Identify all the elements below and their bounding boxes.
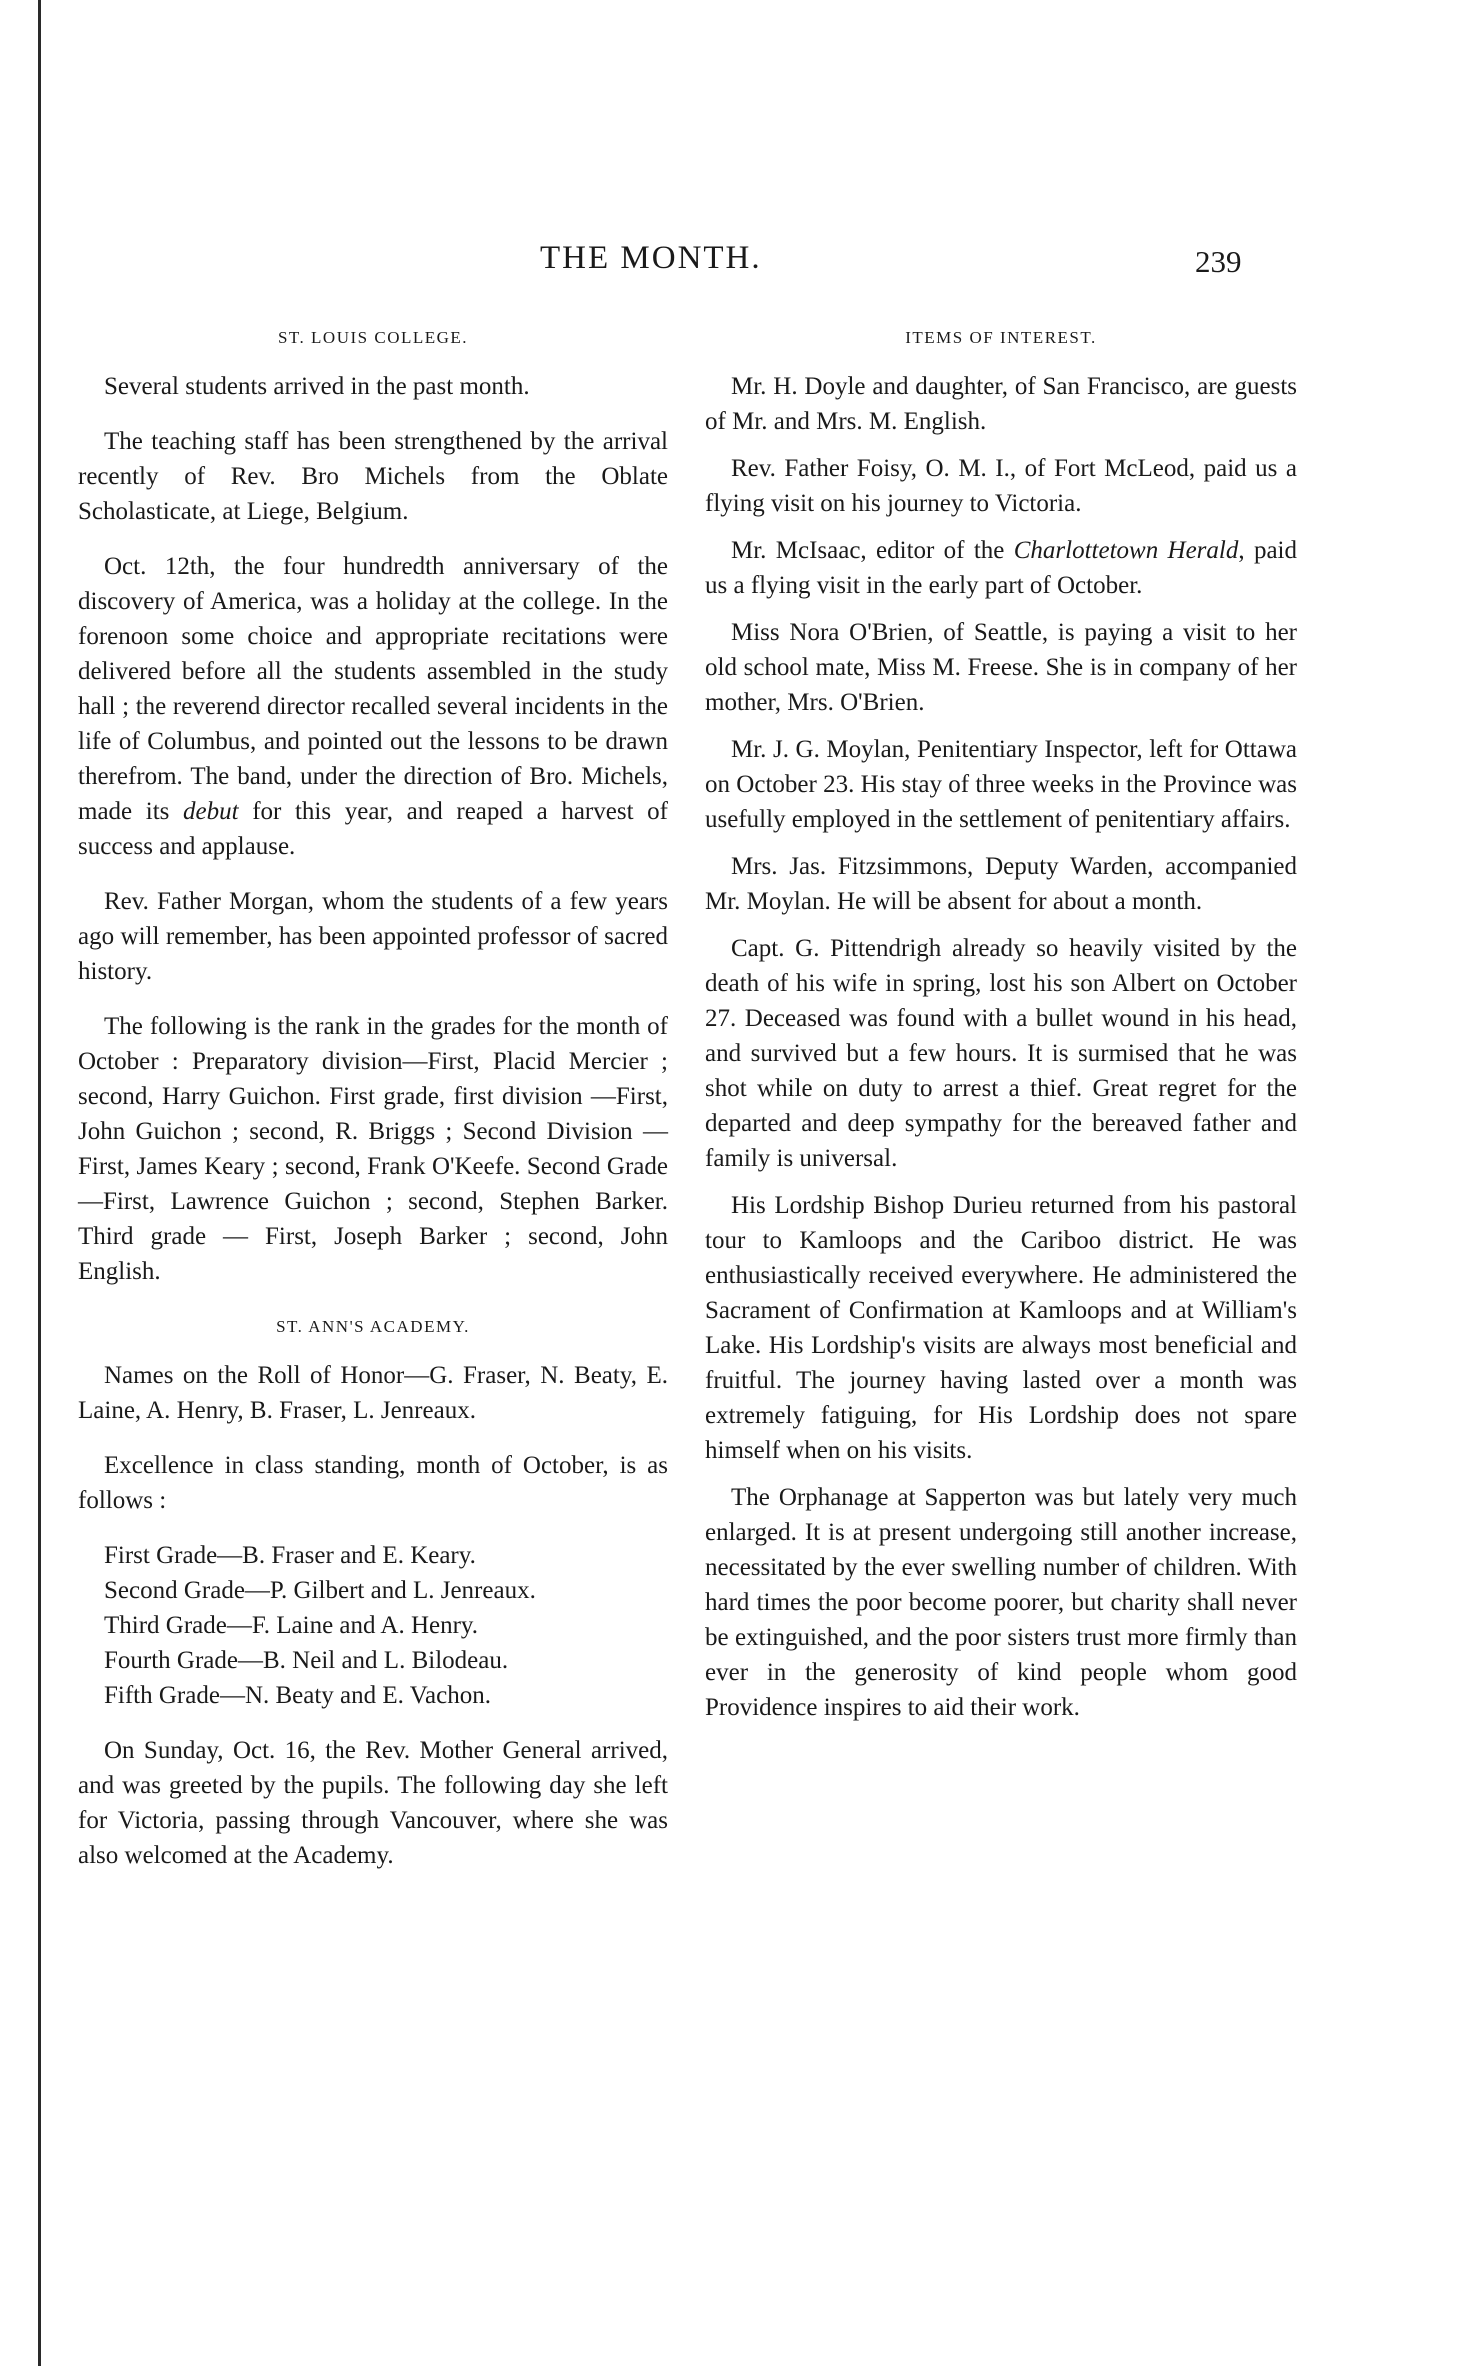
paragraph-columbus-day: [78, 549, 668, 864]
paragraph: On Sunday, Oct. 16, the Rev. Mother General arrived, and was greeted by the pupils. The following day she left for Victoria, passing through Vancouver, where she was also welcomed at the Academy.: [78, 1737, 668, 1869]
text-run: Mr. McIsaac, editor of the: [731, 537, 1014, 564]
right-column: [705, 320, 1297, 1737]
running-head: [0, 240, 1458, 280]
paragraph: Mrs. Jas. Fitzsimmons, Deputy Warden, accompanied Mr. Moylan. He will be absent for about a month.: [705, 853, 1297, 915]
paragraph-mcisaac: [705, 533, 1297, 603]
grade-line: Third Grade—F. Laine and A. Henry.: [104, 1612, 479, 1639]
italic-term: debut: [183, 798, 239, 825]
binding-edge-line: [38, 0, 41, 2366]
paragraph: Mr. J. G. Moylan, Penitentiary Inspector, left for Ottawa on October 23. His stay of three weeks in the Province was usefully employed in the settlement of penitentiary affairs.: [705, 736, 1297, 833]
text-run: , paid us a flying visit in the early part of October.: [705, 537, 1297, 599]
paragraph: Several students arrived in the past month.: [104, 373, 530, 400]
grade-line: Second Grade—P. Gilbert and L. Jenreaux.: [104, 1577, 536, 1604]
italic-title: Charlottetown Herald: [1013, 537, 1239, 564]
section-heading-st-louis: ST. LOUIS COLLEGE.: [277, 328, 469, 347]
paragraph: Rev. Father Foisy, O. M. I., of Fort McLeod, paid us a flying visit on his journey to Victoria.: [705, 455, 1297, 517]
paragraph: Capt. G. Pittendrigh already so heavily visited by the death of his wife in spring, lost his son Albert on October 27. Deceased was found with a bullet wound in his head, and survived but a few hours. It is surmised that he was shot while on duty to arrest a thief. Great regret for the departed and deep sympathy for the bereaved father and family is universal.: [705, 935, 1297, 1172]
text-run: Oct. 12th, the four hundredth anniversary of the discovery of America, was a holiday at the college. In the forenoon some choice and appropriate recitations were delivered before all the students assembled in the study hall ; the reverend director recalled several incidents in the life of Columbus, and pointed out the lessons to be drawn therefrom. The band, under the direction of Bro. Michels, made its: [78, 553, 668, 825]
page-title: THE MONTH.: [540, 240, 762, 276]
text-run: for this year, and reaped a harvest of success and applause.: [78, 798, 668, 860]
paragraph: Rev. Father Morgan, whom the students of a few years ago will remember, has been appointed professor of sacred history.: [78, 888, 668, 985]
paragraph: Miss Nora O'Brien, of Seattle, is paying a visit to her old school mate, Miss M. Freese. She is in company of her mother, Mrs. O'Brien.: [705, 619, 1297, 716]
paragraph: The teaching staff has been strengthened by the arrival recently of Rev. Bro Michels from the Oblate Scholasticate, at Liege, Belgium.: [78, 428, 668, 525]
paragraph-grade-ranks: The following is the rank in the grades for the month of October : Preparatory division—First, Placid Mercier ; second, Harry Guichon. First grade, first division —First, John Guichon ; second, R. Briggs ; Second Division — First, James Keary ; second, Frank O'Keefe. Second Grade—First, Lawrence Guichon ; second, Stephen Barker. Third grade — First, Joseph Barker ; second, John English.: [78, 1013, 668, 1285]
page-number: 239: [1195, 244, 1242, 279]
paragraph: Excellence in class standing, month of October, is as follows :: [78, 1452, 668, 1514]
paragraph: Mr. H. Doyle and daughter, of San Francisco, are guests of Mr. and Mrs. M. English.: [705, 373, 1297, 435]
section-heading-items-of-interest: ITEMS OF INTEREST.: [905, 328, 1097, 347]
grade-line: Fourth Grade—B. Neil and L. Bilodeau.: [104, 1647, 509, 1674]
grade-line: Fifth Grade—N. Beaty and E. Vachon.: [104, 1682, 491, 1709]
paragraph: His Lordship Bishop Durieu returned from his pastoral tour to Kamloops and the Cariboo district. He was enthusiastically received everywhere. He administered the Sacrament of Confirmation at Kamloops and at William's Lake. His Lordship's visits are always most beneficial and fruitful. The journey having lasted over a month was extremely fatiguing, for His Lordship does not spare himself when on his visits.: [705, 1192, 1297, 1464]
grade-line: First Grade—B. Fraser and E. Keary.: [104, 1542, 476, 1569]
left-column: [78, 320, 668, 1893]
section-heading-st-ann: ST. ANN'S ACADEMY.: [276, 1317, 470, 1336]
paragraph: The Orphanage at Sapperton was but lately very much enlarged. It is at present undergoing still another increase, necessitated by the ever swelling number of children. With hard times the poor become poorer, but charity shall never be extinguished, and the poor sisters trust more firmly than ever in the generosity of kind people whom good Providence inspires to aid their work.: [705, 1484, 1297, 1721]
grade-list: [78, 1538, 668, 1713]
paragraph-roll-of-honor: Names on the Roll of Honor—G. Fraser, N. Beaty, E. Laine, A. Henry, B. Fraser, L. Jenreaux.: [78, 1362, 668, 1424]
